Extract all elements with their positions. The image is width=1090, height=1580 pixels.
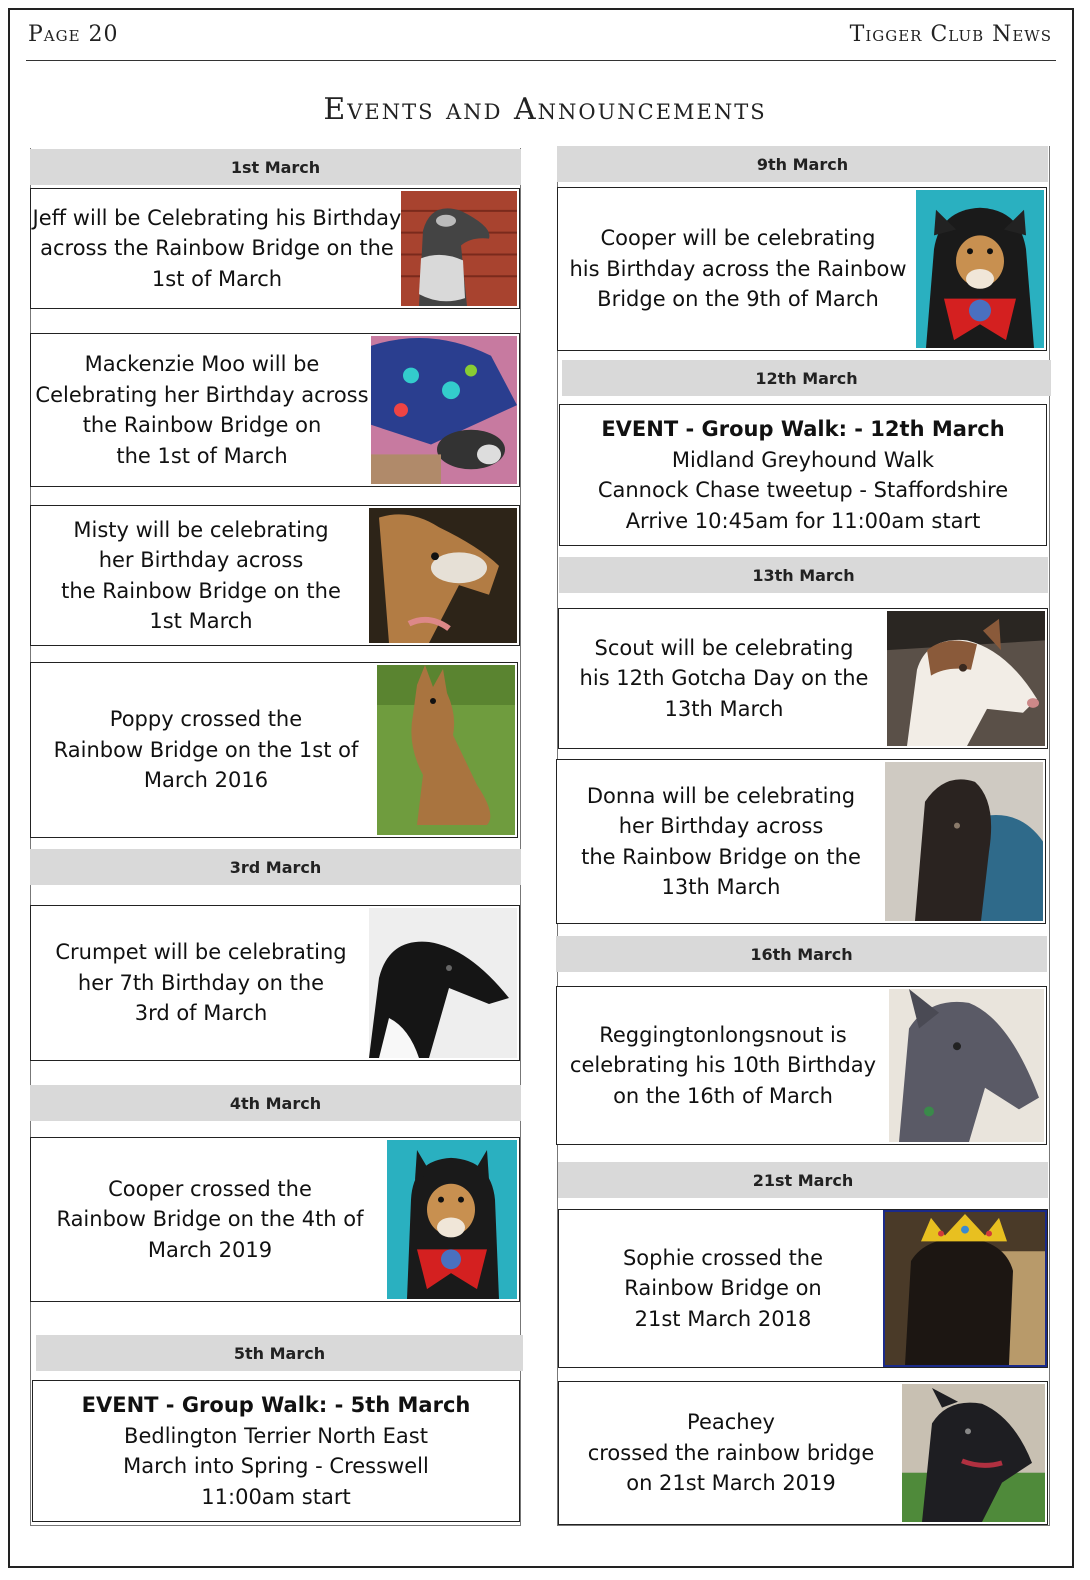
card-text: Misty will be celebrating her Birthday across the Rainbow Bridge on the 1st March [61, 517, 341, 633]
date-header-16th-march: 16th March [556, 936, 1047, 972]
card-reggington [556, 986, 1047, 1145]
event-title: EVENT - Group Walk: - 5th March [81, 1393, 471, 1417]
card-poppy [30, 662, 518, 838]
event-line: March into Spring - Cresswell [123, 1454, 429, 1478]
dog-blanket-photo [371, 336, 517, 484]
greyhound-photo [369, 508, 517, 643]
date-header-13th-march: 13th March [559, 557, 1048, 593]
card-text: Mackenzie Moo will be Celebrating her Birthday across the Rainbow Bridge on the 1st of March [35, 352, 369, 468]
collie-photo [387, 1140, 517, 1299]
event-text [560, 405, 1046, 545]
date-header-21st-march: 21st March [558, 1162, 1048, 1198]
dog-blanket-photo [885, 762, 1043, 921]
greyhound-photo [401, 191, 517, 306]
greyhound-bw-photo [369, 908, 517, 1058]
card-scout [558, 608, 1048, 749]
page-number: Page 20 [28, 22, 119, 47]
card-cooper-birthday [557, 187, 1047, 351]
date-header-5th-march: 5th March [36, 1335, 523, 1371]
event-line: Midland Greyhound Walk [671, 447, 935, 472]
event-card-5th-march [32, 1380, 520, 1522]
crowned-dog-photo [883, 1210, 1047, 1367]
card-text: Reggingtonlongsnout is celebrating his 10th Birthday on the 16th of March [569, 1022, 877, 1108]
event-line: Cannock Chase tweetup - Staffordshire [597, 478, 1009, 502]
card-sophie [558, 1209, 1048, 1368]
publication-name: Tigger Club News [849, 22, 1052, 47]
greyhound-photo [889, 989, 1044, 1142]
card-text: Cooper crossed the Rainbow Bridge on the 4th of March 2019 [56, 1176, 364, 1262]
event-title: EVENT - Group Walk: - 12th March [601, 417, 1005, 441]
card-text: Donna will be celebrating her Birthday across the Rainbow Bridge on the 13th March [581, 783, 861, 899]
card-peachey [558, 1381, 1048, 1525]
date-header-12th-march: 12th March [562, 360, 1051, 396]
event-card-12th-march [559, 404, 1047, 546]
lurcher-photo [377, 665, 515, 835]
date-header-9th-march: 9th March [557, 146, 1048, 182]
card-misty [30, 505, 520, 646]
collie-photo [916, 190, 1044, 348]
date-header-3rd-march: 3rd March [30, 849, 521, 885]
event-line: Arrive 10:45am for 11:00am start [625, 508, 981, 533]
card-cooper-crossed [30, 1137, 520, 1302]
card-crumpet [30, 905, 520, 1061]
event-line: 11:00am start [201, 1484, 351, 1509]
greyhound-photo [902, 1384, 1045, 1522]
card-text: Cooper will be celebrating his Birthday across the Rainbow Bridge on the 9th of March [569, 226, 907, 312]
whippet-photo [887, 611, 1045, 746]
date-header-1st-march: 1st March [30, 149, 521, 185]
event-line: Bedlington Terrier North East [124, 1423, 428, 1448]
page-title: Events and Announcements [323, 92, 767, 127]
date-header-4th-march: 4th March [30, 1085, 521, 1121]
card-text: Crumpet will be celebrating her 7th Birthday on the 3rd of March [55, 940, 347, 1026]
card-text: Jeff will be Celebrating his Birthday across the Rainbow Bridge on the 1st of March [32, 205, 402, 291]
card-donna [556, 759, 1046, 924]
card-jeff [30, 188, 520, 309]
card-text: Scout will be celebrating his 12th Gotcha Day on the 13th March [579, 635, 869, 721]
card-text: Peachey crossed the rainbow bridge on 21st March 2019 [587, 1410, 875, 1496]
card-text: Sophie crossed the Rainbow Bridge on 21st March 2018 [622, 1245, 824, 1331]
header-rule [26, 60, 1056, 61]
card-mackenzie [30, 333, 520, 487]
card-text: Poppy crossed the Rainbow Bridge on the 1st of March 2016 [53, 707, 359, 793]
event-text [33, 1381, 519, 1521]
